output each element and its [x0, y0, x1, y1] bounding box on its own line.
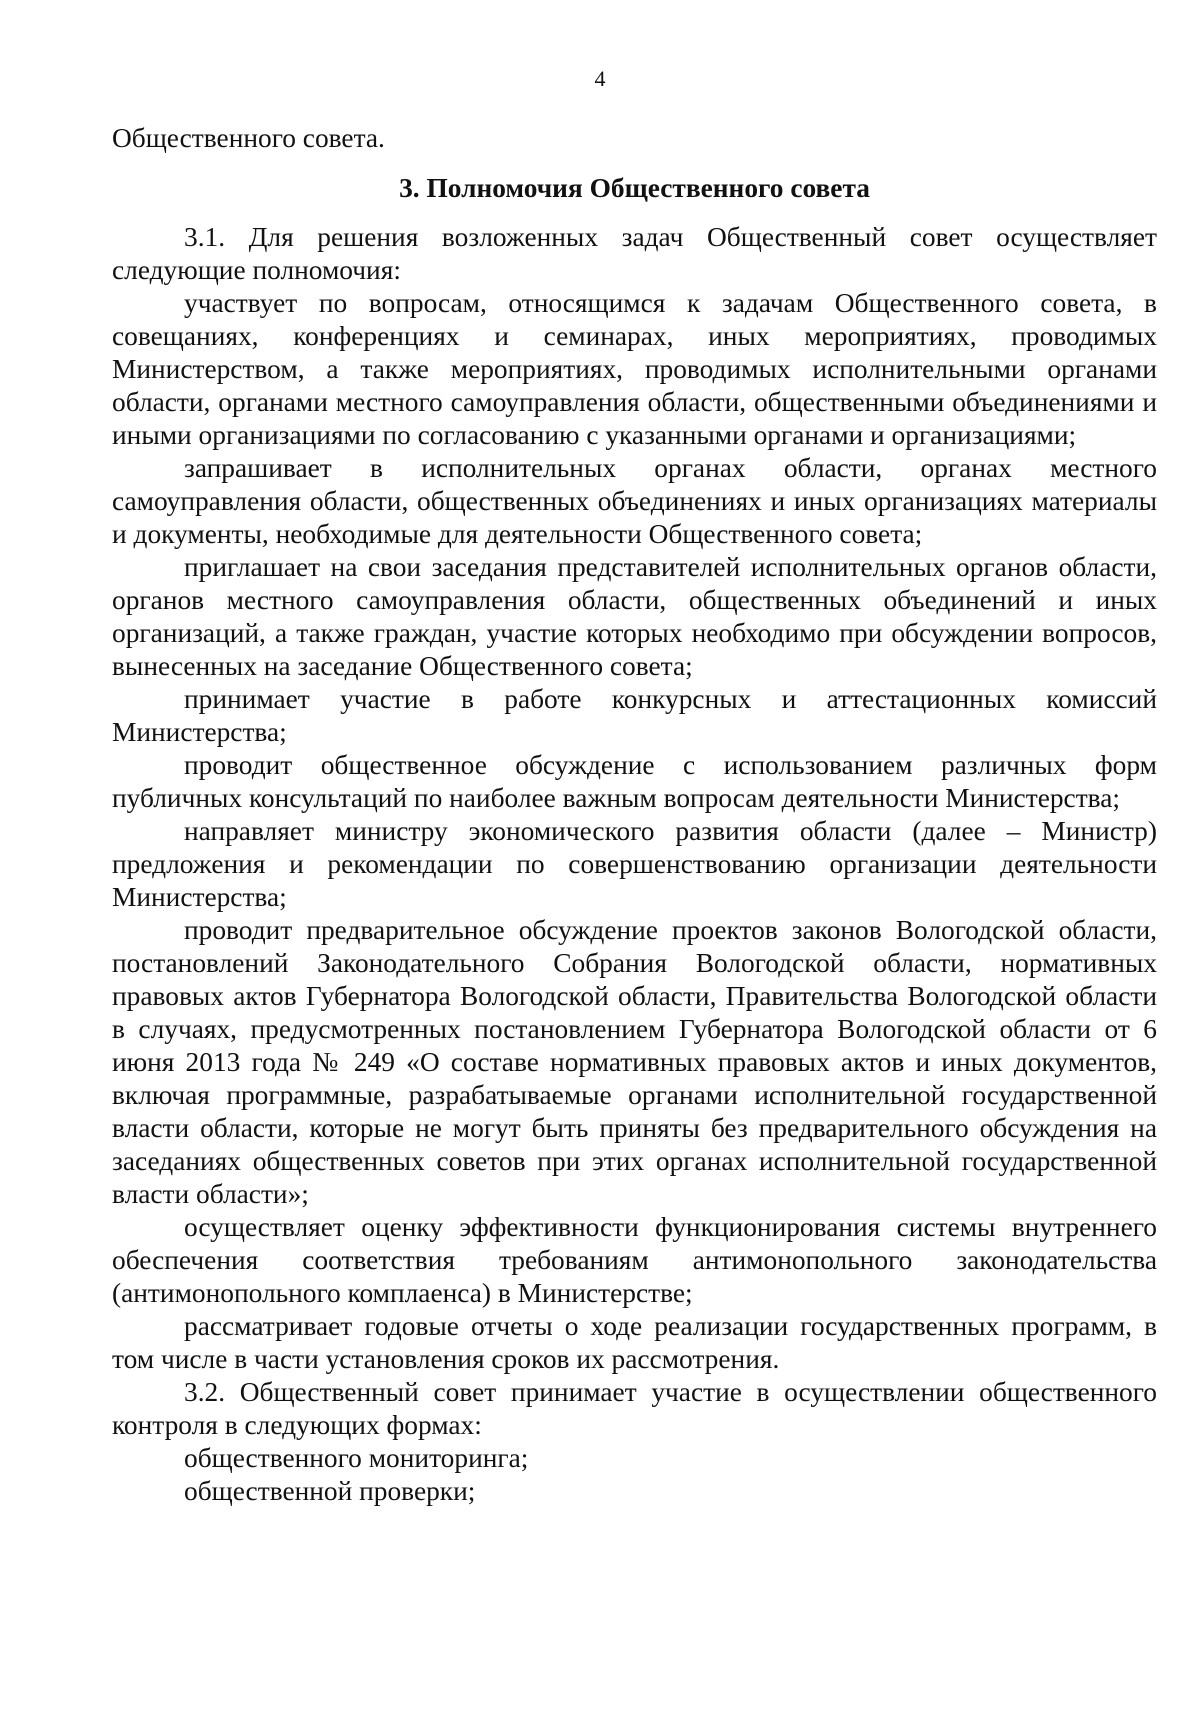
authority-item: принимает участие в работе конкурсных и аттестационных комиссий Министерства; [112, 684, 1157, 747]
intro-line: Общественного совета. [112, 123, 385, 153]
section-heading: 3. Полномочия Общественного совета [399, 173, 870, 203]
authority-item: осуществляет оценку эффективности функционирования системы внутреннего обеспечения соответствия требованиям антимонопольного законодательства (антимонопольного комплаенса) в Министерстве; [112, 1212, 1157, 1308]
authority-item: проводит предварительное обсуждение проектов законов Вологодской области, постановлений Законодательного Собрания Вологодской области, нормативных правовых актов Губернатора Вологодской области, Правительства Вологодской области в случаях, предусмотренных постановлением Губернатора Вологодской области от 6 июня 2013 года № 249 «О составе нормативных правовых актов и иных документов, включая программные, разрабатываемые органами исполнительной государственной власти области, которые не могут быть приняты без предварительного обсуждения на заседаниях общественных советов при этих органах исполнительной государственной власти области»; [112, 915, 1157, 1209]
authority-item: направляет министру экономического развития области (далее – Министр) предложения и рекомендации по совершенствованию организации деятельности Министерства; [112, 816, 1157, 912]
control-form-item: общественного мониторинга; [184, 1443, 529, 1473]
authority-item: участвует по вопросам, относящимся к задачам Общественного совета, в совещаниях, конференциях и семинарах, иных мероприятиях, проводимых Министерством, а также мероприятиях, проводимых исполнительными органами области, органами местного самоуправления области, общественными объединениями и иными организациями по согласованию с указанными органами и организациями; [112, 288, 1157, 450]
authority-item: проводит общественное обсуждение с использованием различных форм публичных консультаций по наиболее важным вопросам деятельности Министерства; [112, 750, 1157, 813]
paragraph-3-2: 3.2. Общественный совет принимает участие в осуществлении общественного контроля в следующих формах: [112, 1377, 1157, 1440]
page-number: 4 [594, 66, 606, 91]
authority-item: запрашивает в исполнительных органах области, органах местного самоуправления области, общественных объединениях и иных организациях материалы и документы, необходимые для деятельности Общественного совета; [112, 453, 1157, 549]
authority-item: рассматривает годовые отчеты о ходе реализации государственных программ, в том числе в части установления сроков их рассмотрения. [112, 1311, 1157, 1374]
authority-item: приглашает на свои заседания представителей исполнительных органов области, органов местного самоуправления области, общественных объединений и иных организаций, а также граждан, участие которых необходимо при обсуждении вопросов, вынесенных на заседание Общественного совета; [112, 552, 1157, 681]
document-body [112, 122, 1157, 1508]
control-form-item: общественной проверки; [184, 1476, 476, 1506]
paragraph-3-1: 3.1. Для решения возложенных задач Общественный совет осуществляет следующие полномочия: [112, 222, 1157, 285]
